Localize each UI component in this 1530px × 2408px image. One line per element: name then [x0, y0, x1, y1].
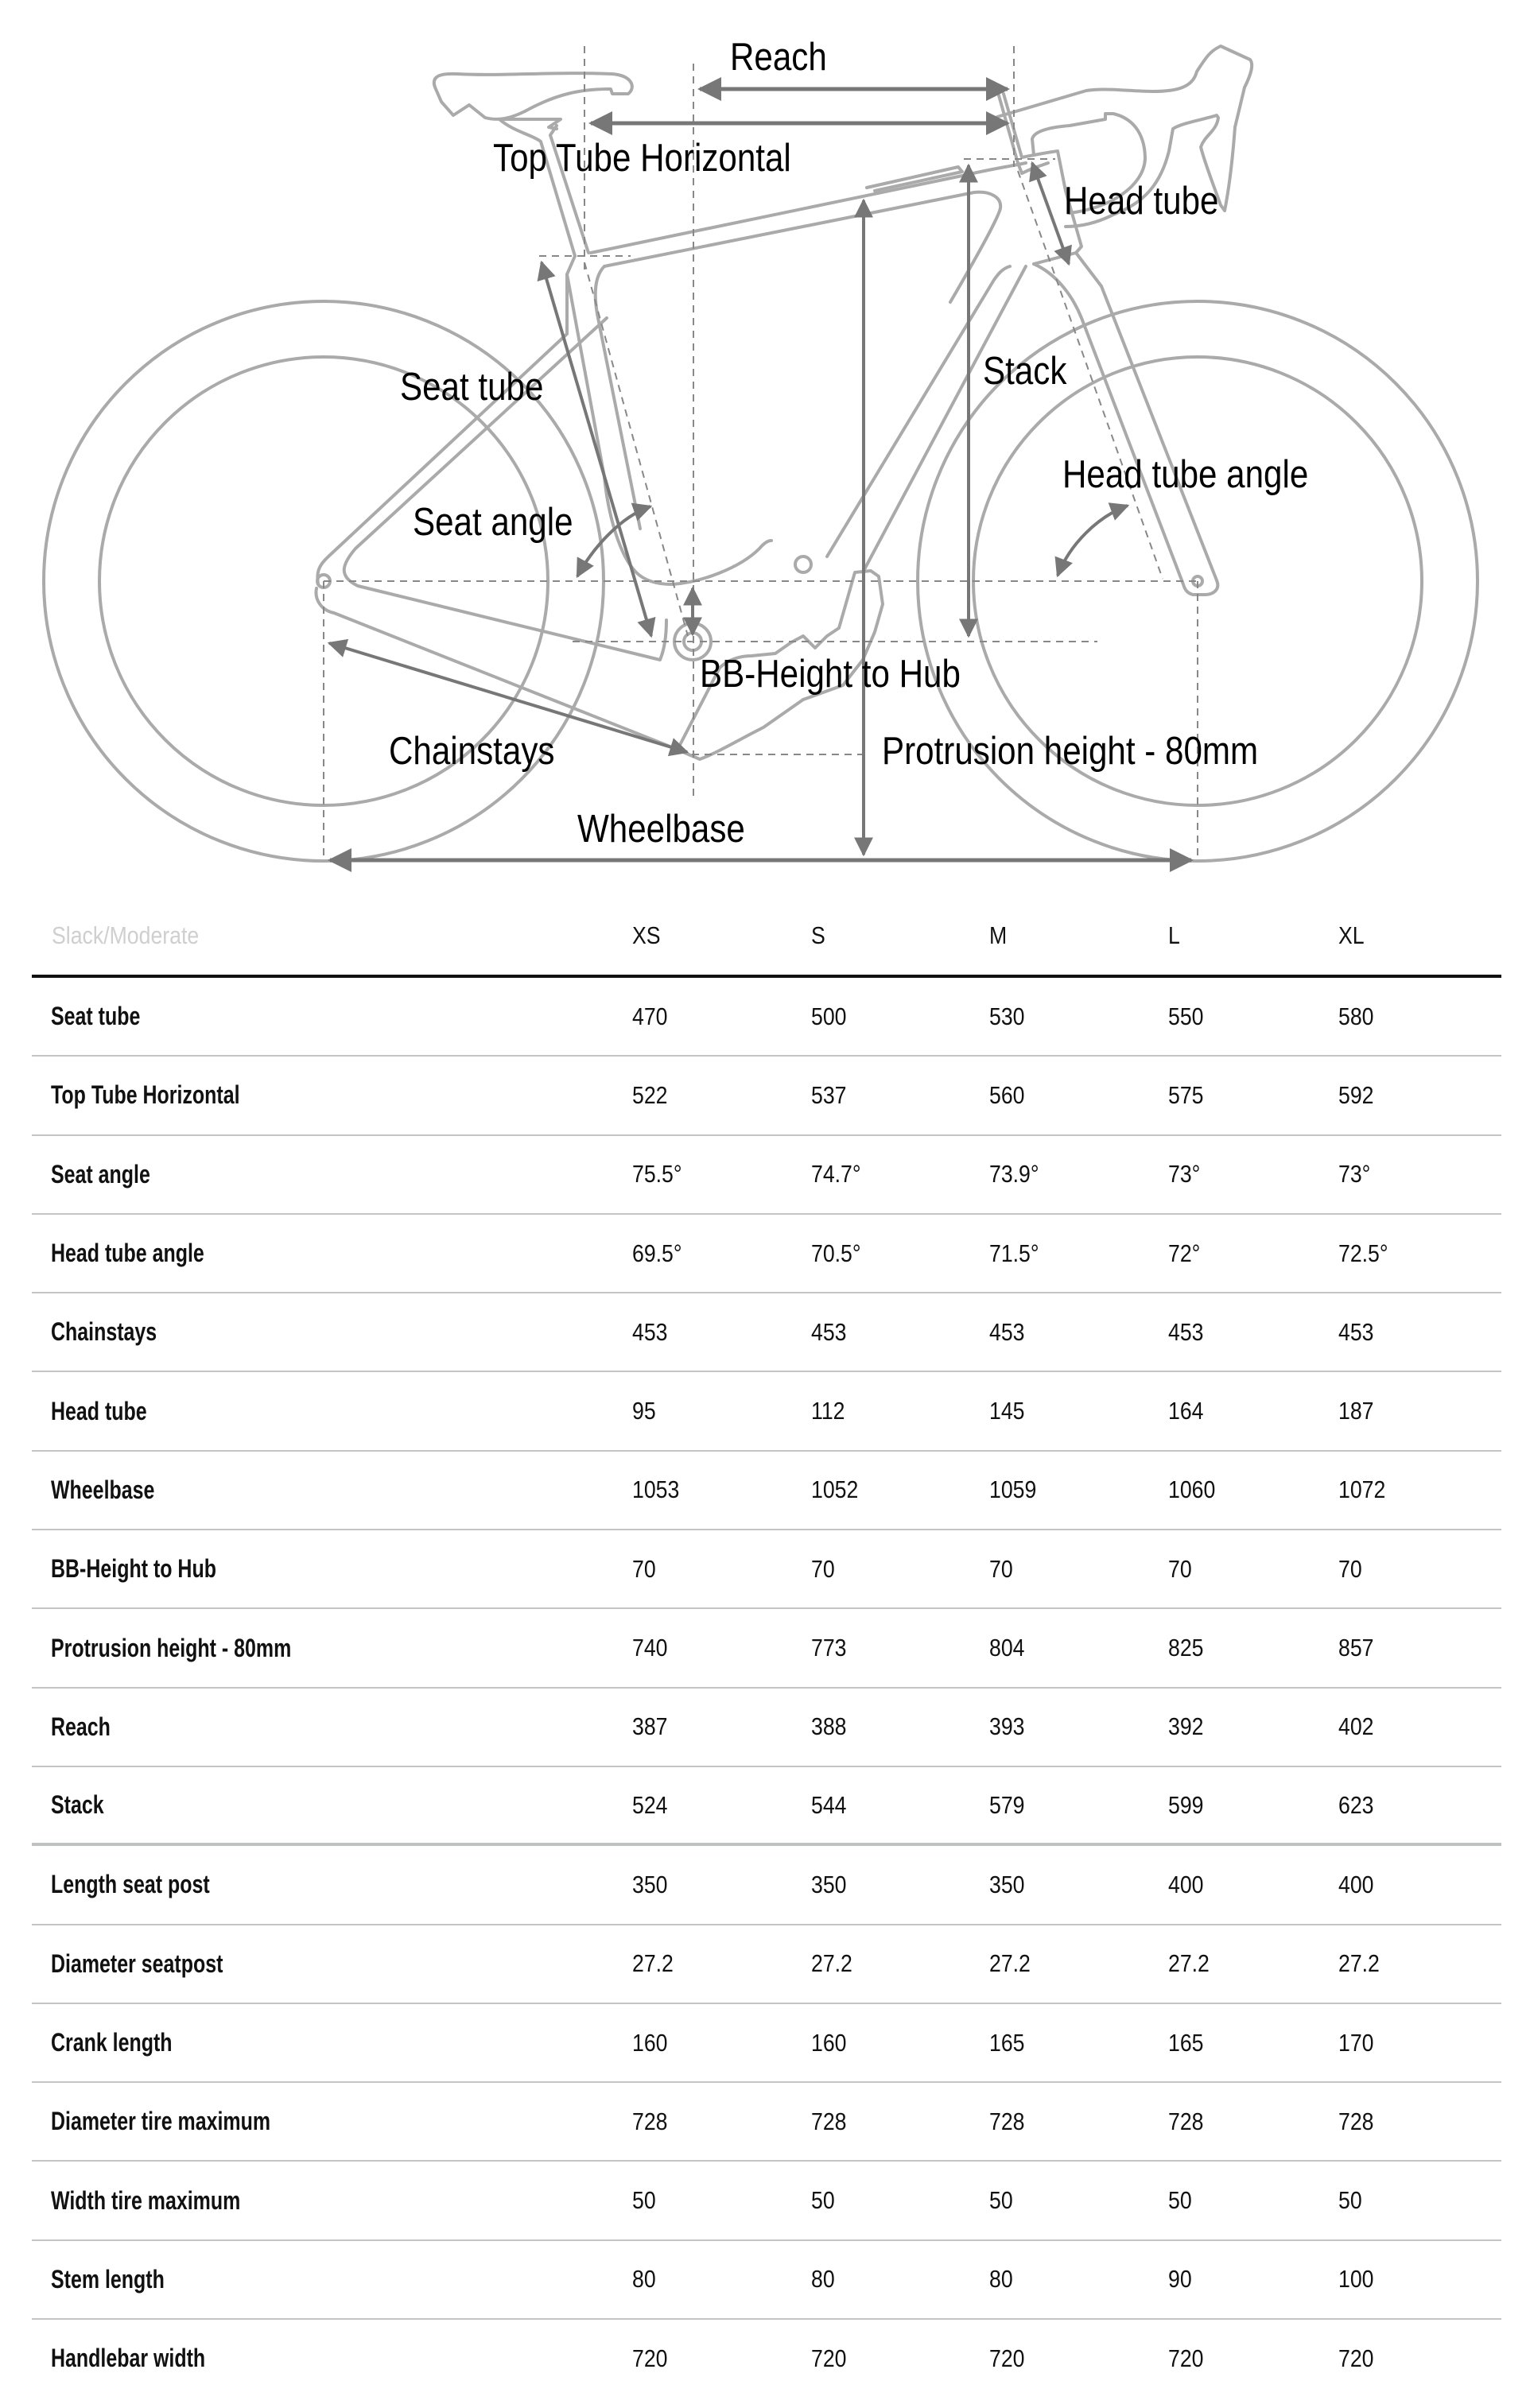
cell-value: 530 [989, 1002, 1025, 1030]
table-body [32, 978, 1501, 2397]
row-label: BB-Height to Hub [51, 1554, 216, 1584]
cell-value: 160 [811, 2028, 847, 2057]
label-head-tube-angle: Head tube angle [1062, 453, 1309, 496]
cell-value: 50 [1168, 2186, 1192, 2215]
cell-value: 402 [1338, 1712, 1374, 1741]
cell-value: 393 [989, 1712, 1025, 1741]
cell-value: 1059 [989, 1475, 1037, 1504]
cell-value: 453 [989, 1317, 1025, 1346]
cell-value: 537 [811, 1080, 847, 1109]
seat-tube-arrow [542, 262, 651, 636]
cell-value: 720 [811, 2344, 847, 2372]
cell-value: 524 [632, 1790, 668, 1819]
row-label: Wheelbase [51, 1475, 155, 1504]
cell-value: 27.2 [632, 1949, 674, 1978]
cell-value: 720 [1338, 2344, 1374, 2372]
row-label: Handlebar width [51, 2344, 206, 2373]
cell-value: 720 [989, 2344, 1025, 2372]
cell-value: 1060 [1168, 1475, 1216, 1504]
size-header-xl: XL [1338, 921, 1365, 949]
cell-value: 857 [1338, 1634, 1374, 1662]
label-head-tube: Head tube [1064, 180, 1219, 223]
table-row [32, 2241, 1501, 2320]
cell-value: 165 [989, 2028, 1025, 2057]
cell-value: 453 [1168, 1317, 1204, 1346]
cell-value: 70 [989, 1554, 1013, 1583]
label-stack: Stack [983, 350, 1067, 393]
label-seat-angle: Seat angle [413, 501, 573, 544]
cell-value: 580 [1338, 1002, 1374, 1030]
cell-value: 522 [632, 1080, 668, 1109]
label-protrusion-height: Protrusion height - 80mm [882, 730, 1259, 773]
cell-value: 728 [1168, 2107, 1204, 2135]
cell-value: 387 [632, 1712, 668, 1741]
cell-value: 623 [1338, 1790, 1374, 1819]
cell-value: 592 [1338, 1080, 1374, 1109]
row-label: Top Tube Horizontal [51, 1080, 240, 1110]
cell-value: 599 [1168, 1790, 1204, 1819]
cell-value: 544 [811, 1790, 847, 1819]
size-header-xs: XS [632, 921, 661, 949]
row-label: Width tire maximum [51, 2185, 241, 2215]
cell-value: 773 [811, 1634, 847, 1662]
head-tube-angle-arc [1058, 506, 1128, 576]
cell-value: 350 [632, 1870, 668, 1898]
bike-drawing [0, 0, 1530, 882]
cell-value: 728 [811, 2107, 847, 2135]
cell-value: 164 [1168, 1397, 1204, 1425]
cell-value: 1053 [632, 1475, 680, 1504]
seat-angle-arc [577, 506, 650, 576]
table-row [32, 1293, 1501, 1372]
label-bb-height: BB-Height to Hub [700, 653, 961, 696]
table-row [32, 1215, 1501, 1293]
cell-value: 453 [632, 1317, 668, 1346]
table-row [32, 1136, 1501, 1215]
cell-value: 71.5° [989, 1239, 1039, 1267]
table-header [32, 897, 1501, 978]
cell-value: 50 [811, 2186, 835, 2215]
cell-value: 27.2 [1338, 1949, 1380, 1978]
row-label: Protrusion height - 80mm [51, 1633, 292, 1662]
cell-value: 73° [1338, 1160, 1371, 1188]
cell-value: 400 [1338, 1870, 1374, 1898]
table-row [32, 1057, 1501, 1135]
cell-value: 400 [1168, 1870, 1204, 1898]
table-row [32, 2162, 1501, 2240]
cell-value: 740 [632, 1634, 668, 1662]
cell-value: 80 [811, 2265, 835, 2294]
row-label: Diameter seatpost [51, 1949, 223, 1978]
cell-value: 50 [632, 2186, 656, 2215]
cell-value: 80 [989, 2265, 1013, 2294]
cell-value: 550 [1168, 1002, 1204, 1030]
cell-value: 112 [811, 1397, 845, 1425]
cell-value: 80 [632, 2265, 656, 2294]
cell-value: 825 [1168, 1634, 1204, 1662]
row-label: Reach [51, 1712, 111, 1741]
table-row [32, 2320, 1501, 2397]
cell-value: 73.9° [989, 1160, 1039, 1188]
cell-value: 392 [1168, 1712, 1204, 1741]
cell-value: 72.5° [1338, 1239, 1388, 1267]
size-header-l: L [1168, 921, 1180, 949]
row-label: Stem length [51, 2264, 165, 2294]
table-row [32, 1609, 1501, 1688]
table-row [32, 1452, 1501, 1530]
cell-value: 90 [1168, 2265, 1192, 2294]
cell-value: 69.5° [632, 1239, 682, 1267]
cell-value: 95 [632, 1397, 656, 1425]
cell-value: 27.2 [989, 1949, 1031, 1978]
table-row [32, 1925, 1501, 2004]
geometry-table [32, 897, 1501, 2397]
size-header-s: S [811, 921, 825, 949]
row-label: Head tube [51, 1396, 147, 1425]
cell-value: 453 [1338, 1317, 1374, 1346]
cell-value: 720 [632, 2344, 668, 2372]
cell-value: 728 [1338, 2107, 1374, 2135]
cell-value: 74.7° [811, 1160, 861, 1188]
cell-value: 1052 [811, 1475, 859, 1504]
table-row [32, 1689, 1501, 1767]
cell-value: 72° [1168, 1239, 1201, 1267]
row-label: Stack [51, 1790, 104, 1820]
cell-value: 470 [632, 1002, 668, 1030]
cell-value: 27.2 [811, 1949, 852, 1978]
cell-value: 720 [1168, 2344, 1204, 2372]
cell-value: 70.5° [811, 1239, 861, 1267]
cell-value: 50 [989, 2186, 1013, 2215]
table-row [32, 1846, 1501, 1925]
cell-value: 187 [1338, 1397, 1374, 1425]
cell-value: 1072 [1338, 1475, 1386, 1504]
geometry-setting-label: Slack/Moderate [52, 921, 200, 949]
row-label: Seat tube [51, 1002, 141, 1031]
bike-geometry-diagram [0, 0, 1530, 882]
cell-value: 575 [1168, 1080, 1204, 1109]
cell-value: 170 [1338, 2028, 1374, 2057]
row-label: Head tube angle [51, 1239, 204, 1268]
cell-value: 70 [1168, 1554, 1192, 1583]
table-row [32, 2004, 1501, 2083]
cell-value: 388 [811, 1712, 847, 1741]
cell-value: 350 [811, 1870, 847, 1898]
label-wheelbase: Wheelbase [577, 808, 745, 851]
cell-value: 73° [1168, 1160, 1201, 1188]
cell-value: 500 [811, 1002, 847, 1030]
table-row [32, 1530, 1501, 1609]
cell-value: 70 [811, 1554, 835, 1583]
cell-value: 100 [1338, 2265, 1374, 2294]
cell-value: 453 [811, 1317, 847, 1346]
size-header-m: M [989, 921, 1008, 949]
table-row [32, 978, 1501, 1057]
cell-value: 804 [989, 1634, 1025, 1662]
cell-value: 50 [1338, 2186, 1362, 2215]
table-row [32, 1372, 1501, 1451]
label-chainstays: Chainstays [389, 730, 555, 773]
table-row [32, 1767, 1501, 1846]
row-label: Crank length [51, 2028, 173, 2057]
cell-value: 160 [632, 2028, 668, 2057]
label-top-tube-horizontal: Top Tube Horizontal [493, 137, 791, 180]
cell-value: 579 [989, 1790, 1025, 1819]
cell-value: 728 [632, 2107, 668, 2135]
row-label: Diameter tire maximum [51, 2107, 271, 2136]
cell-value: 165 [1168, 2028, 1204, 2057]
cell-value: 70 [1338, 1554, 1362, 1583]
row-label: Chainstays [51, 1317, 157, 1347]
cell-value: 350 [989, 1870, 1025, 1898]
row-label: Length seat post [51, 1870, 210, 1899]
cell-value: 70 [632, 1554, 656, 1583]
table-row [32, 2083, 1501, 2162]
label-reach: Reach [730, 36, 827, 79]
cell-value: 27.2 [1168, 1949, 1210, 1978]
label-seat-tube: Seat tube [400, 366, 544, 409]
cell-value: 145 [989, 1397, 1025, 1425]
cell-value: 75.5° [632, 1160, 682, 1188]
row-label: Seat angle [51, 1159, 150, 1188]
cell-value: 728 [989, 2107, 1025, 2135]
cell-value: 560 [989, 1080, 1025, 1109]
